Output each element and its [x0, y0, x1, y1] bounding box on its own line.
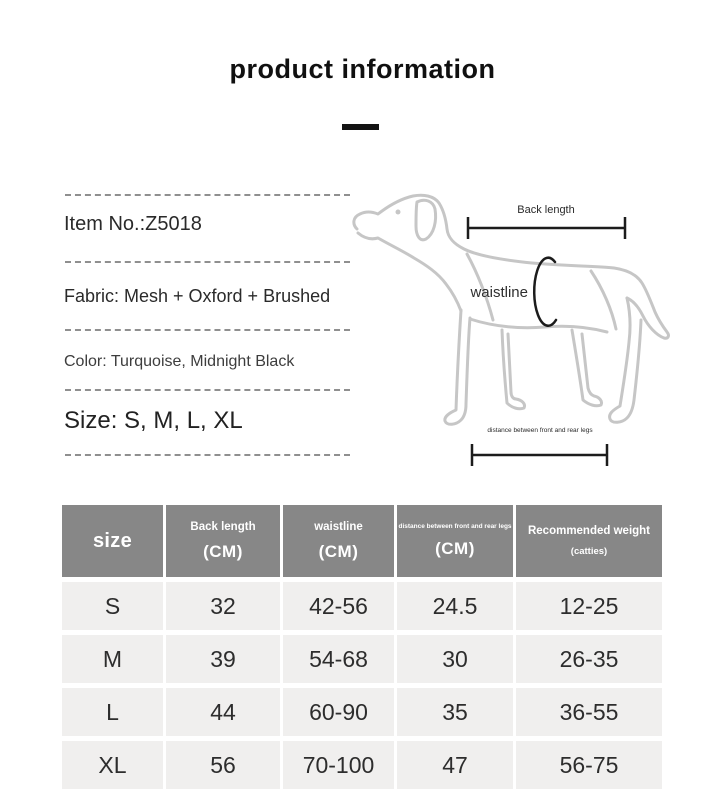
item-number-text: Item No.:Z5018: [64, 213, 202, 235]
page-title: product information: [229, 54, 496, 84]
table-cell: 26-35: [516, 635, 662, 683]
header-unit: (CM): [203, 541, 243, 561]
table-cell: 36-55: [516, 688, 662, 736]
header-unit: (CM): [318, 541, 359, 561]
dashed-divider: [65, 261, 350, 263]
table-cell: 44: [166, 688, 280, 736]
dashed-divider: [65, 329, 350, 331]
back-length-measure-line: [468, 217, 625, 239]
table-cell-size-l: L: [62, 688, 163, 736]
dog-measurement-diagram: [350, 170, 725, 500]
table-cell: 70-100: [283, 741, 394, 789]
table-cell-size-m: M: [62, 635, 163, 683]
table-cell: 39: [166, 635, 280, 683]
table-cell: 24.5: [397, 582, 513, 630]
table-cell: 12-25: [516, 582, 662, 630]
dog-ear: [416, 200, 436, 240]
table-cell: 30: [397, 635, 513, 683]
header-label: Recommended weight: [527, 525, 651, 537]
waistline-ellipse: [534, 258, 556, 326]
dashed-divider: [65, 389, 350, 391]
fabric-text: Fabric: Mesh + Oxford + Brushed: [64, 286, 331, 306]
table-cell: 56-75: [516, 741, 662, 789]
header-label: waistline: [314, 520, 363, 533]
header-label: distance between front and rear legs: [398, 523, 512, 530]
table-cell: 56: [166, 741, 280, 789]
header-cell-size: [62, 505, 163, 577]
dashed-divider: [65, 454, 350, 456]
table-cell: 54-68: [283, 635, 394, 683]
dog-outline-illustration: [350, 170, 725, 500]
header-label: Back length: [190, 520, 256, 533]
table-cell-size-xl: XL: [62, 741, 163, 789]
header-unit: (CM): [435, 539, 475, 558]
color-text: Color: Turquoise, Midnight Black: [64, 353, 295, 370]
table-cell: 35: [397, 688, 513, 736]
header-cell-recommended-weight: [516, 505, 662, 577]
header-cell-back-length: [166, 505, 280, 577]
distance-measure-line: [472, 444, 607, 466]
dashed-divider: [65, 194, 350, 196]
dog-eye: [396, 210, 401, 215]
table-cell: 47: [397, 741, 513, 789]
header-cell-distance: [397, 505, 513, 577]
size-table: [62, 505, 662, 789]
size-text: Size: S, M, L, XL: [64, 407, 243, 434]
waistline-label: waistline: [470, 284, 528, 301]
back-length-label: Back length: [517, 204, 575, 216]
title-underline: [342, 124, 379, 130]
dog-body-outline: [354, 195, 669, 424]
header-unit: (catties): [570, 546, 608, 557]
header-label: size: [92, 529, 132, 552]
table-cell-size-s: S: [62, 582, 163, 630]
table-cell: 32: [166, 582, 280, 630]
table-cell: 60-90: [283, 688, 394, 736]
distance-label: distance between front and rear legs: [487, 427, 593, 434]
table-cell: 42-56: [283, 582, 394, 630]
header-cell-waistline: [283, 505, 394, 577]
